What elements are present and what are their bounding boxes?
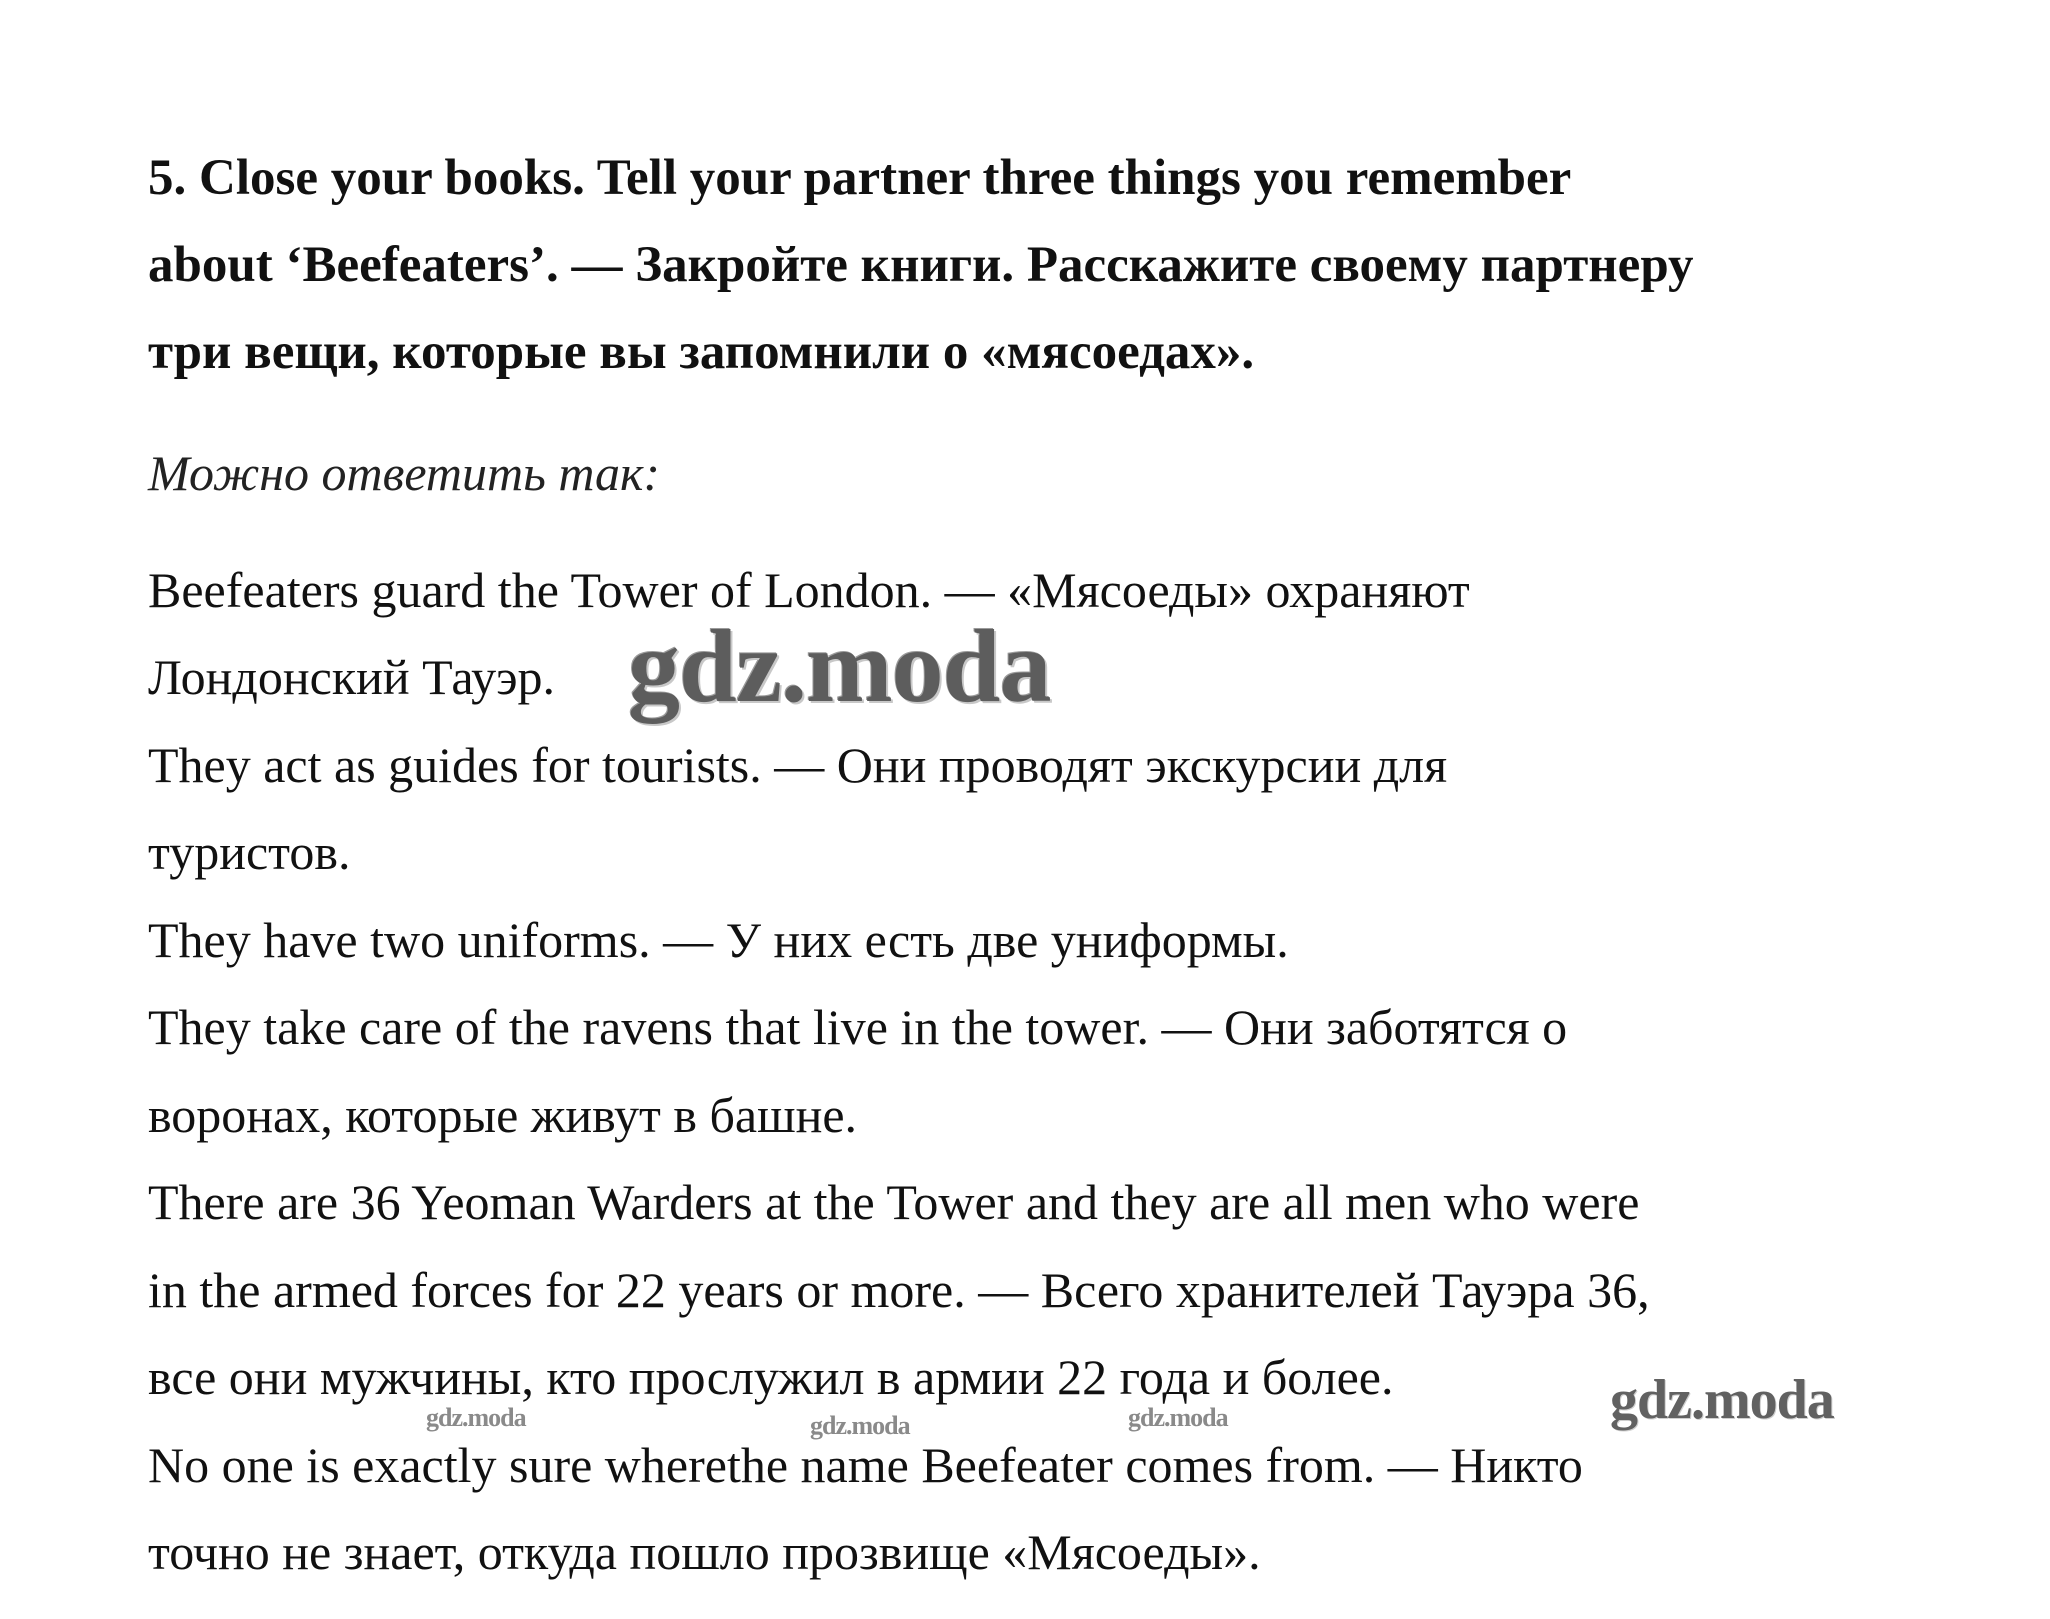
answer-line-4: туристов. [148,824,351,880]
watermark-logo-small-1: gdz.moda [426,1403,526,1432]
answer-line-2: Лондонский Тауэр. [148,649,556,705]
watermark-logo-medium: gdz.moda [1610,1369,1834,1431]
answer-intro: Можно ответить так: [148,445,661,501]
answer-line-7: воронах, которые живут в башне. [148,1087,858,1143]
answer-line-5: They have two uniforms. — У них есть две униформы. [148,912,1289,968]
watermark-logo-small-3: gdz.moda [1128,1403,1228,1432]
answer-line-1: Beefeaters guard the Tower of London. — «Мясоеды» охраняют [148,562,1470,618]
watermark-logo-large: gdz.moda [628,609,1051,724]
task-heading-line-2: about ‘Beefeaters’. — Закройте книги. Расскажите своему партнеру [148,237,1694,293]
watermark-logo-small-2: gdz.moda [810,1411,910,1440]
answer-line-12: точно не знает, откуда пошло прозвище «Мясоеды». [148,1524,1261,1580]
task-heading-line-3: три вещи, которые вы запомнили о «мясоедах». [148,324,1255,380]
answer-line-10: все они мужчины, кто прослужил в армии 22 года и более. [148,1349,1394,1405]
answer-line-11: No one is exactly sure wherethe name Beefeater comes from. — Никто [148,1437,1583,1493]
answer-line-9: in the armed forces for 22 years or more. — Всего хранителей Тауэра 36, [148,1262,1650,1318]
answer-line-8: There are 36 Yeoman Warders at the Tower and they are all men who were [148,1174,1640,1230]
task-heading-line-1: 5. Close your books. Tell your partner three things you remember [148,150,1572,206]
answer-line-3: They act as guides for tourists. — Они проводят экскурсии для [148,737,1448,793]
answer-line-6: They take care of the ravens that live in the tower. — Они заботятся о [148,999,1568,1055]
